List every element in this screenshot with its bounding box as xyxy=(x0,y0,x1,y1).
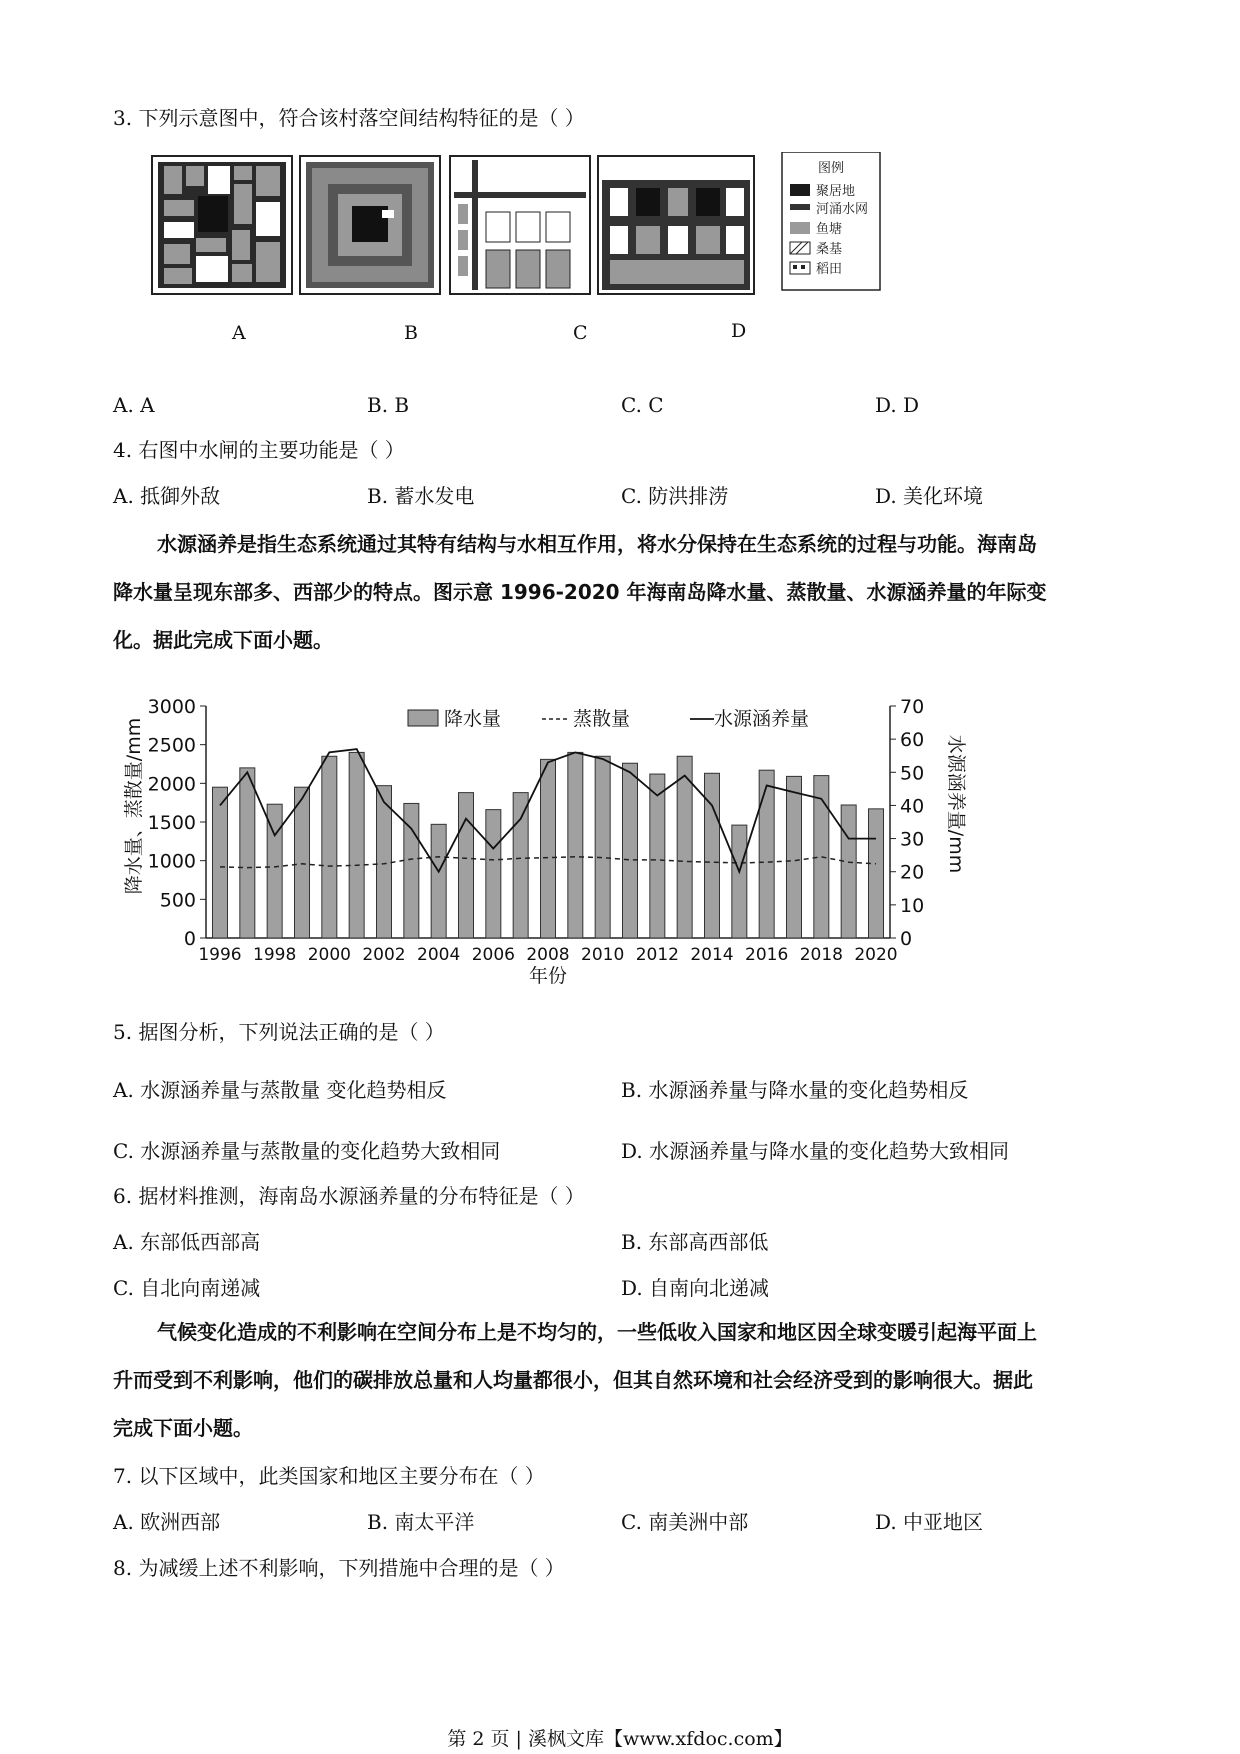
right-tick-label: 0 xyxy=(900,928,913,950)
precipitation-bar xyxy=(595,756,610,938)
chart-ylabel-right: 水源涵养量/mm xyxy=(945,734,967,874)
x-tick-label: 1996 xyxy=(198,945,242,965)
x-tick-label: 2006 xyxy=(471,945,515,965)
x-tick-label: 2016 xyxy=(745,945,789,965)
left-tick-label: 500 xyxy=(159,889,196,912)
x-tick-label: 2002 xyxy=(362,945,406,965)
question-8-stem: 8. 为减缓上述不利影响，下列措施中合理的是（ ） xyxy=(113,1556,565,1580)
precipitation-bar xyxy=(431,824,446,938)
right-tick-label: 60 xyxy=(900,729,925,752)
precipitation-bar xyxy=(240,768,255,938)
passage1-line-2: 降水量呈现东部多、西部少的特点。图示意 1996-2020 年海南岛降水量、蒸散量、水源涵养量的年际变 xyxy=(113,580,1047,604)
legend-item-mulberry: 桑基 xyxy=(816,242,843,257)
q4-option-a[interactable]: A. 抵御外敌 xyxy=(113,484,221,508)
x-tick-label: 2014 xyxy=(690,945,734,965)
q7-option-c[interactable]: C. 南美洲中部 xyxy=(621,1510,749,1534)
x-tick-label: 1998 xyxy=(253,945,297,965)
legend-item-settlement: 聚居地 xyxy=(816,184,856,199)
diagram-d xyxy=(598,156,754,294)
left-tick-label: 3000 xyxy=(147,696,196,718)
q5-option-c[interactable]: C. 水源涵养量与蒸散量的变化趋势大致相同 xyxy=(113,1139,501,1163)
precipitation-bar xyxy=(759,770,774,938)
precipitation-bar xyxy=(322,756,337,938)
page-footer: 第 2 页 | 溪枫文库【www.xfdoc.com】 xyxy=(447,1728,793,1750)
precipitation-bar xyxy=(295,787,310,938)
diagram-label-c: C xyxy=(573,322,588,344)
chart-legend xyxy=(408,708,809,730)
passage1-line-3: 化。据此完成下面小题。 xyxy=(113,628,333,652)
chart-xlabel: 年份 xyxy=(528,965,568,987)
precipitation-bar xyxy=(459,793,474,938)
diagram-c xyxy=(450,156,590,294)
q5-option-d[interactable]: D. 水源涵养量与降水量的变化趋势大致相同 xyxy=(621,1139,1010,1163)
precipitation-bar xyxy=(623,763,638,938)
question-5-stem: 5. 据图分析，下列说法正确的是（ ） xyxy=(113,1020,445,1044)
right-tick-label: 70 xyxy=(900,696,925,718)
precipitation-bar xyxy=(705,773,720,938)
precipitation-bar xyxy=(732,825,747,938)
left-tick-label: 2000 xyxy=(147,773,196,796)
right-tick-label: 50 xyxy=(900,762,925,785)
chart-ylabel-left: 降水量、蒸散量/mm xyxy=(123,717,145,895)
passage-water-conservation xyxy=(113,520,1125,664)
right-tick-label: 30 xyxy=(900,828,925,851)
q4-option-c[interactable]: C. 防洪排涝 xyxy=(621,484,729,508)
legend-item-waterway: 河涌水网 xyxy=(816,202,869,217)
q6-option-c[interactable]: C. 自北向南递减 xyxy=(113,1276,261,1300)
chart-tick-labels xyxy=(148,696,925,965)
right-tick-label: 40 xyxy=(900,795,925,818)
diagram-legend xyxy=(782,152,880,290)
q5-option-a[interactable]: A. 水源涵养量与蒸散量 变化趋势相反 xyxy=(113,1078,447,1102)
q6-option-a[interactable]: A. 东部低西部高 xyxy=(113,1230,261,1254)
q4-option-d[interactable]: D. 美化环境 xyxy=(875,484,984,508)
x-tick-label: 2012 xyxy=(635,945,679,965)
q3-option-d[interactable]: D. D xyxy=(875,393,920,417)
village-structure-diagrams xyxy=(150,152,940,302)
q7-option-a[interactable]: A. 欧洲西部 xyxy=(113,1510,221,1534)
legend-item-paddy: 稻田 xyxy=(816,262,843,277)
q3-option-c[interactable]: C. C xyxy=(621,393,664,417)
q7-option-b[interactable]: B. 南太平洋 xyxy=(367,1510,475,1534)
passage2-line-1: 气候变化造成的不利影响在空间分布上是不均匀的，一些低收入国家和地区因全球变暖引起海平面上 xyxy=(157,1320,1037,1344)
diagram-label-b: B xyxy=(404,322,418,344)
precipitation-bar xyxy=(513,793,528,938)
q6-option-b[interactable]: B. 东部高西部低 xyxy=(621,1230,769,1254)
diagram-a xyxy=(152,156,292,294)
precipitation-bar xyxy=(541,759,556,938)
question-4-stem: 4. 右图中水闸的主要功能是（ ） xyxy=(113,438,405,462)
precipitation-bar xyxy=(486,810,501,938)
legend-item-fishpond: 鱼塘 xyxy=(816,222,843,237)
legend-evapotranspiration: 蒸散量 xyxy=(573,708,631,730)
left-tick-label: 1000 xyxy=(147,850,196,873)
legend-water-conservation: 水源涵养量 xyxy=(714,708,810,730)
left-tick-label: 0 xyxy=(183,928,196,950)
precipitation-bar xyxy=(677,756,692,938)
x-tick-label: 2008 xyxy=(526,945,570,965)
left-tick-label: 1500 xyxy=(147,812,196,834)
precipitation-bar xyxy=(568,752,583,938)
q4-option-b[interactable]: B. 蓄水发电 xyxy=(367,484,475,508)
passage2-line-3: 完成下面小题。 xyxy=(113,1416,253,1440)
passage1-line-1: 水源涵养是指生态系统通过其特有结构与水相互作用，将水分保持在生态系统的过程与功能。海南岛 xyxy=(157,532,1037,556)
x-tick-label: 2020 xyxy=(854,945,898,965)
diagram-label-a: A xyxy=(232,322,246,344)
precipitation-bar xyxy=(213,787,228,938)
precipitation-bar xyxy=(869,809,884,938)
x-tick-label: 2018 xyxy=(799,945,843,965)
precipitation-bar xyxy=(377,786,392,938)
precipitation-bar xyxy=(787,776,802,938)
q3-option-a[interactable]: A. A xyxy=(113,393,155,417)
precipitation-bar xyxy=(650,774,665,938)
q5-option-b[interactable]: B. 水源涵养量与降水量的变化趋势相反 xyxy=(621,1078,969,1102)
diagram-b xyxy=(300,156,440,294)
right-tick-label: 20 xyxy=(900,861,925,884)
question-6-stem: 6. 据材料推测，海南岛水源涵养量的分布特征是（ ） xyxy=(113,1184,585,1208)
legend-title: 图例 xyxy=(817,161,845,176)
legend-precipitation: 降水量 xyxy=(444,708,502,730)
x-tick-label: 2000 xyxy=(307,945,351,965)
q6-option-d[interactable]: D. 自南向北递减 xyxy=(621,1276,770,1300)
question-7-stem: 7. 以下区域中，此类国家和地区主要分布在（ ） xyxy=(113,1464,545,1488)
q7-option-d[interactable]: D. 中亚地区 xyxy=(875,1510,984,1534)
passage2-line-2: 升而受到不利影响，他们的碳排放总量和人均量都很小，但其自然环境和社会经济受到的影响很大。据此 xyxy=(113,1368,1033,1392)
question-3-stem: 3. 下列示意图中，符合该村落空间结构特征的是（ ） xyxy=(113,106,585,130)
q3-option-b[interactable]: B. B xyxy=(367,393,410,417)
x-tick-label: 2004 xyxy=(417,945,461,965)
left-tick-label: 2500 xyxy=(147,734,196,757)
diagram-label-d: D xyxy=(731,320,747,342)
x-tick-label: 2010 xyxy=(581,945,625,965)
hainan-water-chart xyxy=(110,680,970,990)
precipitation-bar xyxy=(841,805,856,938)
passage-climate-change xyxy=(113,1308,1125,1452)
right-tick-label: 10 xyxy=(900,894,925,917)
precipitation-bar xyxy=(349,752,364,938)
